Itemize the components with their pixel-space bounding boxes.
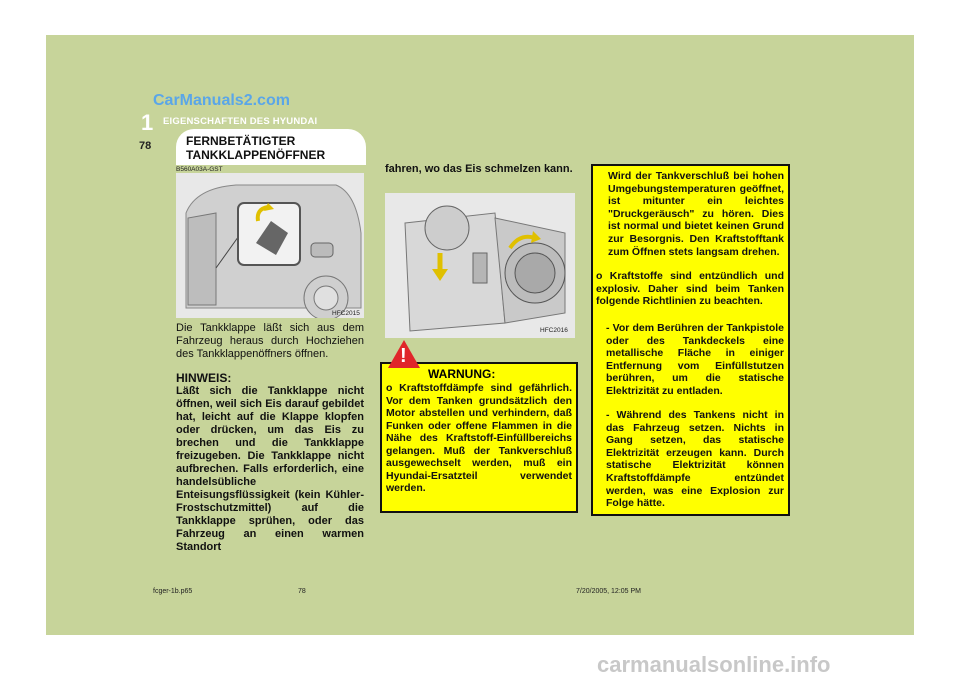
image1-label: HFC2015 xyxy=(332,310,360,317)
image2-label: HFC2016 xyxy=(540,327,568,334)
section-code: B560A03A-GST xyxy=(176,166,223,173)
footer-date: 7/20/2005, 12:05 PM xyxy=(576,588,641,595)
page-number: 78 xyxy=(139,140,152,152)
section-title: FERNBETÄTIGTER TANKKLAPPENÖFFNER xyxy=(186,134,326,162)
watermark-top[interactable]: CarManuals2.com xyxy=(153,92,290,109)
warning-title: WARNUNG: xyxy=(428,367,496,381)
fuel-cap-illustration xyxy=(385,193,575,338)
continuation-text: fahren, wo das Eis schmelzen kann. xyxy=(385,163,573,175)
caution-paragraph-2: o Kraftstoffe sind entzündlich und explosiv. Daher sind beim Tanken folgende Richtlinien zu beachten. xyxy=(596,270,784,308)
chapter-number: 1 xyxy=(141,110,154,135)
caution-paragraph-4: - Während des Tankens nicht in das Fahrzeug setzen. Nichts in Gang setzen, das statische Elektrizität erzeugen kann. Durch statische Elektrizität können Kraftstoffdämpfe entzündet werden, was eine Explosion zur Folge hätte. xyxy=(606,409,784,510)
chapter-title: EIGENSCHAFTEN DES HYUNDAI xyxy=(163,116,318,127)
intro-paragraph: Die Tankklappe läßt sich aus dem Fahrzeug heraus durch Hochziehen des Tankklappenöffners öffnen. xyxy=(176,322,364,360)
caution-paragraph-3: - Vor dem Berühren der Tankpistole oder des Tankdeckels eine metallische Fläche in einiger Entfernung vom Einfüllstutzen berühren, um die statische Elektrizität zu entladen. xyxy=(606,322,784,397)
watermark-bottom[interactable]: carmanualsonline.info xyxy=(597,652,831,677)
footer-page: 78 xyxy=(298,588,306,595)
fuel-door-release-image xyxy=(176,173,364,318)
footer-file: fcger-1b.p65 xyxy=(153,588,193,595)
hinweis-title: HINWEIS: xyxy=(176,371,232,385)
warning-body: o Kraftstoffdämpfe sind gefährlich. Vor dem Tanken grundsätzlich den Motor abstellen und verhindern, daß Funken oder offene Flammen in die Nähe des Kraftstoff-Einfüllbereichs gelangen. Muß der Tankverschluß ausgewechselt werden, muß ein Hyundai-Ersatzteil verwendet werden. xyxy=(386,382,572,494)
warning-exclamation: ! xyxy=(400,345,407,367)
hinweis-body: Läßt sich die Tankklappe nicht öffnen, weil sich Eis darauf gebildet hat, leicht auf die Klappe klopfen oder drücken, um das Eis zu brechen und die Tankklappe freizugeben. Die Tankklappe nicht aufbrechen. Falls erforderlich, eine handelsübliche Enteisungsflüssigkeit (kein Kühler-Frostschutzmittel) auf die Tankklappe sprühen, oder das Fahrzeug an einen warmen Standort xyxy=(176,385,364,553)
fuel-cap-image xyxy=(385,193,575,338)
caution-paragraph-1: Wird der Tankverschluß bei hohen Umgebungstemperaturen geöffnet, ist mitunter ein leichtes "Druckgeräusch" zu hören. Dies ist normal und bietet keinen Grund zur Besorgnis. Den Kraftstofftank zum Öffnen stets langsam drehen. xyxy=(608,170,784,258)
car-side-illustration xyxy=(176,173,364,318)
